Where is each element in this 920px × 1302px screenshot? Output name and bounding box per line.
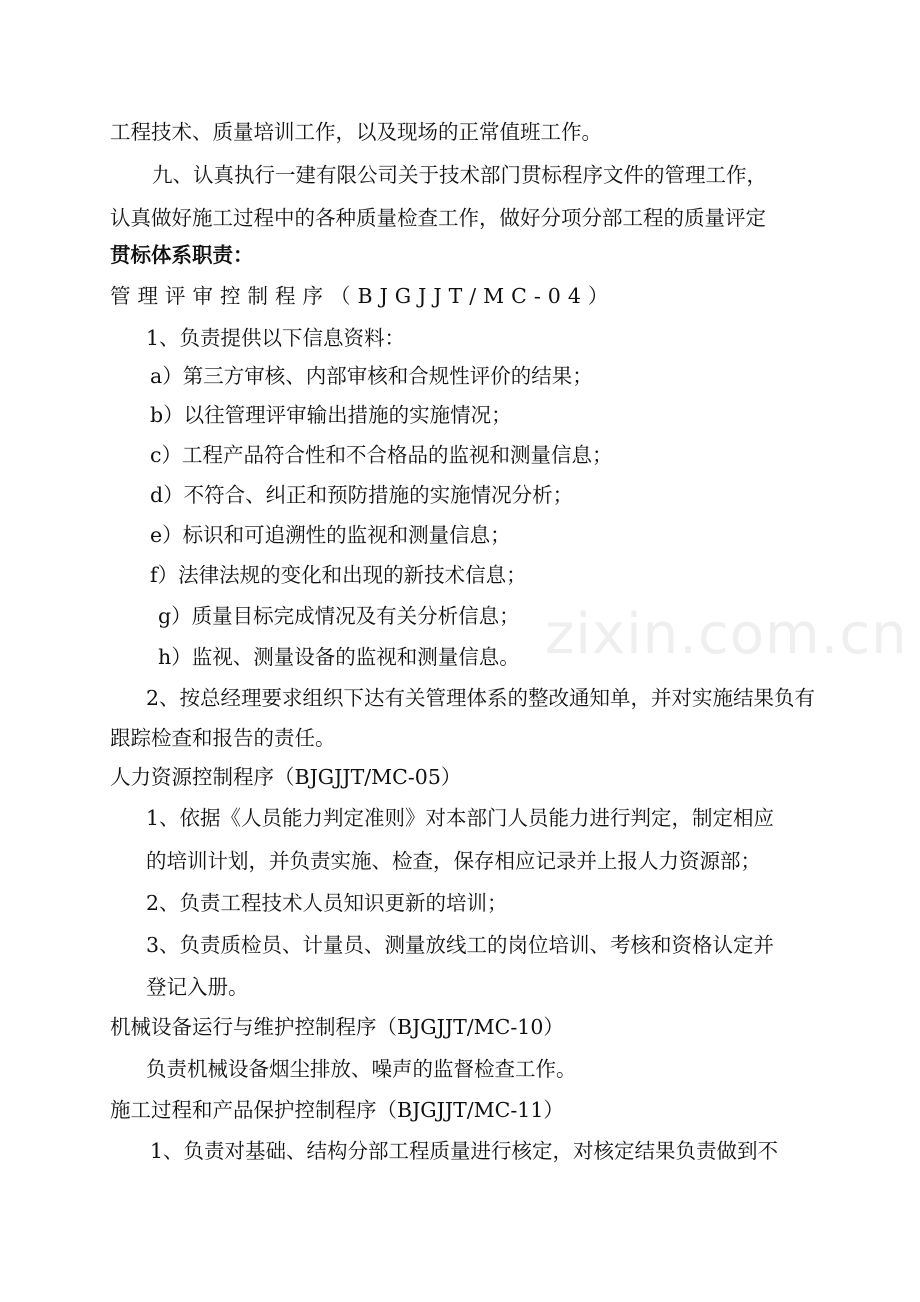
list-item: h）监视、测量设备的监视和测量信息。: [158, 645, 520, 669]
paragraph-line: 登记入册。: [146, 975, 249, 999]
list-item: 1、负责对基础、结构分部工程质量进行核定，对核定结果负责做到不: [150, 1139, 779, 1163]
watermark: zixin.com.cn: [545, 602, 908, 667]
list-item: f）法律法规的变化和出现的新技术信息；: [150, 563, 527, 587]
section-heading: 贯标体系职责：: [110, 243, 254, 267]
list-item: g）质量目标完成情况及有关分析信息；: [158, 604, 520, 628]
paragraph-line: 跟踪检查和报告的责任。: [110, 726, 336, 750]
list-item: 1、负责提供以下信息资料：: [146, 326, 406, 350]
procedure-title: 管理评审控制程序（BJGJJT/MC-04）: [110, 284, 616, 308]
procedure-title: 施工过程和产品保护控制程序（BJGJJT/MC-11）: [110, 1098, 564, 1122]
list-item: a）第三方审核、内部审核和合规性评价的结果；: [150, 364, 593, 388]
paragraph-line: 的培训计划，并负责实施、检查，保存相应记录并上报人力资源部；: [146, 849, 761, 873]
list-item: 3、负责质检员、计量员、测量放线工的岗位培训、考核和资格认定并: [146, 933, 775, 957]
procedure-title: 机械设备运行与维护控制程序（BJGJJT/MC-10）: [110, 1015, 564, 1039]
paragraph-line: 负责机械设备烟尘排放、噪声的监督检查工作。: [146, 1057, 577, 1081]
list-item: 2、按总经理要求组织下达有关管理体系的整改通知单，并对实施结果负有: [146, 686, 816, 710]
list-item: 1、依据《人员能力判定准则》对本部门人员能力进行判定，制定相应: [146, 806, 775, 830]
paragraph-line: 认真做好施工过程中的各种质量检查工作，做好分项分部工程的质量评定: [110, 206, 766, 230]
list-item: c）工程产品符合性和不合格品的监视和测量信息；: [150, 443, 613, 467]
list-item: d）不符合、纠正和预防措施的实施情况分析；: [150, 483, 574, 507]
paragraph-line: 工程技术、质量培训工作，以及现场的正常值班工作。: [110, 120, 602, 144]
list-item: e）标识和可追溯性的监视和测量信息；: [150, 523, 511, 547]
list-item: 2、负责工程技术人员知识更新的培训；: [146, 891, 508, 915]
paragraph-line: 九、认真执行一建有限公司关于技术部门贯标程序文件的管理工作，: [152, 163, 767, 187]
procedure-title: 人力资源控制程序（BJGJJT/MC-05）: [110, 765, 462, 789]
list-item: b）以往管理评审输出措施的实施情况；: [150, 403, 512, 427]
